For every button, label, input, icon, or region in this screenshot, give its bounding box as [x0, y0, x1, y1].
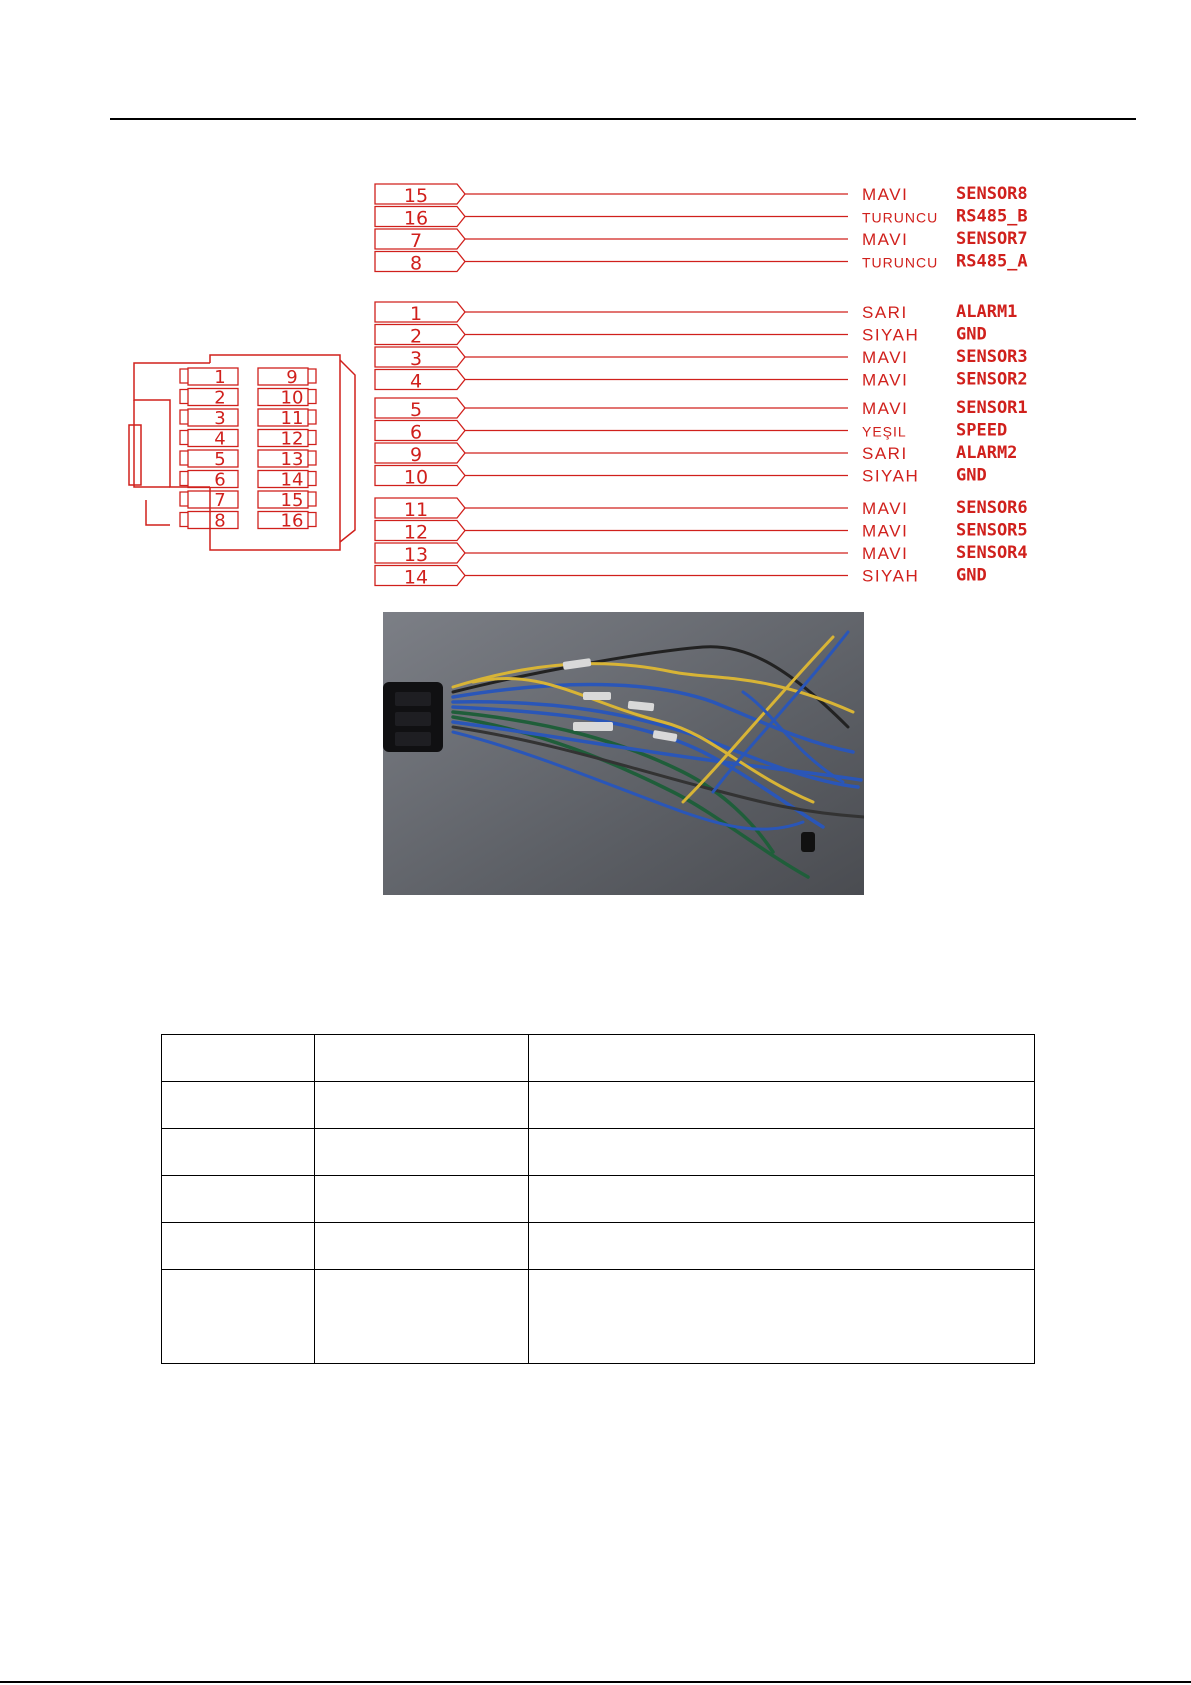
wire-color-label: MAVI [862, 544, 909, 563]
wire-row [375, 229, 1028, 252]
table-cell [315, 1082, 529, 1129]
small-connector [801, 832, 815, 852]
wire-color-label: MAVI [862, 521, 909, 541]
wire-row [375, 207, 1028, 230]
table-cell [315, 1035, 529, 1082]
signal-name-label: SENSOR3 [956, 347, 1028, 367]
connector-pin-left [180, 490, 238, 511]
pin-number: 14 [403, 566, 429, 589]
signal-name-label: ALARM2 [956, 443, 1018, 463]
signal-name-label: SENSOR7 [956, 229, 1028, 249]
wire-row [375, 347, 1028, 370]
table-cell [162, 1270, 315, 1364]
connector-pin-right [258, 408, 316, 429]
connector-outline [129, 355, 355, 550]
wire-row [375, 566, 987, 589]
connector-pin-label: 5 [214, 449, 226, 470]
table-row [162, 1082, 1035, 1129]
connector-pin-label: 12 [280, 428, 304, 450]
wire-color-label: TURUNCU [862, 254, 939, 271]
connector-pin-left [180, 408, 238, 429]
footer-rule [0, 1681, 1191, 1683]
wire-color-label: SARI [862, 303, 908, 322]
wire-color-label: MAVI [862, 499, 909, 518]
wire-color-label: MAVI [862, 370, 909, 390]
connector-pin-label: 16 [280, 510, 304, 532]
table-cell [529, 1176, 1035, 1223]
wire-row [375, 443, 1017, 466]
connector-pin-right [258, 490, 316, 511]
table-row [162, 1176, 1035, 1223]
wire-color-label: MAVI [862, 185, 909, 204]
wire-row [375, 325, 987, 348]
table-cell [529, 1035, 1035, 1082]
pin-number: 5 [409, 399, 423, 421]
wire-row [375, 421, 1007, 444]
wire-color-label: SARI [862, 444, 908, 463]
signal-name-label: GND [956, 465, 987, 486]
pin-number: 15 [403, 185, 429, 207]
table-cell [529, 1129, 1035, 1176]
signal-name-label: RS485_A [956, 251, 1028, 272]
table-row [162, 1270, 1035, 1364]
connector-pin-left [180, 449, 238, 470]
connector-pin-label: 13 [280, 449, 304, 470]
wire-harness-photo [383, 612, 864, 895]
connector-pin-label: 9 [286, 367, 298, 388]
connector-pin-right [258, 449, 316, 470]
connector-pin-right [258, 388, 316, 409]
wiring-diagram-svg [110, 170, 1070, 600]
connector-pins [180, 367, 316, 532]
pin-number: 10 [403, 466, 429, 489]
signal-name-label: SPEED [956, 420, 1008, 441]
connector-pin-left [180, 367, 238, 388]
pin-number: 2 [409, 325, 423, 348]
signal-name-label: SENSOR6 [956, 498, 1028, 518]
wire-harness-illustration [383, 612, 864, 895]
wire-row [375, 252, 1028, 275]
pin-number: 16 [403, 207, 429, 230]
connector-pin-label: 14 [280, 469, 304, 491]
connector-pin-label: 2 [214, 387, 226, 409]
connector-pin-label: 7 [214, 490, 226, 511]
table-cell [162, 1082, 315, 1129]
pin-number: 3 [409, 348, 423, 370]
pin-number: 12 [403, 521, 429, 544]
signal-name-label: SENSOR8 [956, 184, 1028, 204]
wire-row [375, 466, 987, 489]
signal-name-label: GND [956, 324, 987, 345]
table-cell [315, 1129, 529, 1176]
wire-row [375, 302, 1017, 325]
signal-name-label: GND [956, 565, 987, 586]
table-cell [315, 1176, 529, 1223]
pin-number: 8 [409, 252, 423, 275]
table-row [162, 1035, 1035, 1082]
table-row [162, 1129, 1035, 1176]
connector-pin-right [258, 470, 316, 491]
connector-pin-label: 15 [280, 490, 304, 511]
connector-pin-label: 4 [214, 428, 226, 450]
pin-number: 4 [409, 370, 423, 393]
connector-pin-left [180, 511, 238, 532]
signal-name-label: SENSOR4 [956, 543, 1028, 563]
connector-pin-left [180, 470, 238, 491]
wire-color-label: SIYAH [862, 325, 920, 345]
connector-pin-label: 10 [280, 387, 304, 409]
wire-color-label: YEŞIL [862, 423, 907, 440]
table-cell [162, 1035, 315, 1082]
wire-color-label: MAVI [862, 230, 909, 249]
wire-color-label: MAVI [862, 348, 909, 367]
connector-pin-label: 11 [280, 408, 304, 429]
connector-pin-label: 1 [214, 367, 226, 388]
signal-name-label: SENSOR2 [956, 369, 1028, 390]
connector-pin-label: 8 [214, 510, 226, 532]
spec-table [161, 1034, 1035, 1364]
connector-pin-left [180, 429, 238, 450]
connector-pin-right [258, 429, 316, 450]
wire-rows [375, 184, 1028, 589]
connector-pin-label: 3 [214, 408, 226, 429]
photo-background [383, 612, 864, 895]
pin-number: 7 [409, 230, 423, 252]
wire-color-label: MAVI [862, 399, 909, 418]
table-cell [315, 1223, 529, 1270]
wire-color-label: SIYAH [862, 466, 920, 486]
connector-pin-right [258, 511, 316, 532]
header-rule [110, 118, 1136, 120]
wire-row [375, 370, 1028, 393]
wire-color-label: SIYAH [862, 566, 920, 586]
table-cell [162, 1129, 315, 1176]
table-cell [162, 1223, 315, 1270]
table-cell [162, 1176, 315, 1223]
wire-row [375, 498, 1028, 521]
wire-row [375, 398, 1028, 421]
pin-number: 1 [409, 303, 423, 325]
signal-name-label: ALARM1 [956, 302, 1018, 322]
pin-number: 13 [403, 544, 429, 566]
wiring-diagram [110, 170, 1070, 600]
signal-name-label: RS485_B [956, 206, 1028, 227]
table-cell [529, 1270, 1035, 1364]
connector-pin-right [258, 367, 316, 388]
table-row [162, 1223, 1035, 1270]
wire-row [375, 543, 1028, 566]
pin-number: 11 [403, 499, 429, 521]
table-cell [315, 1270, 529, 1364]
wire-row [375, 521, 1028, 544]
table-cell [529, 1223, 1035, 1270]
pin-number: 9 [409, 444, 423, 466]
wire-color-label: TURUNCU [862, 209, 939, 226]
signal-name-label: SENSOR1 [956, 398, 1028, 418]
pin-number: 6 [409, 421, 423, 444]
table-cell [529, 1082, 1035, 1129]
wire-row [375, 184, 1028, 207]
signal-name-label: SENSOR5 [956, 520, 1028, 541]
connector-pin-label: 6 [214, 469, 226, 491]
connector-pin-left [180, 388, 238, 409]
